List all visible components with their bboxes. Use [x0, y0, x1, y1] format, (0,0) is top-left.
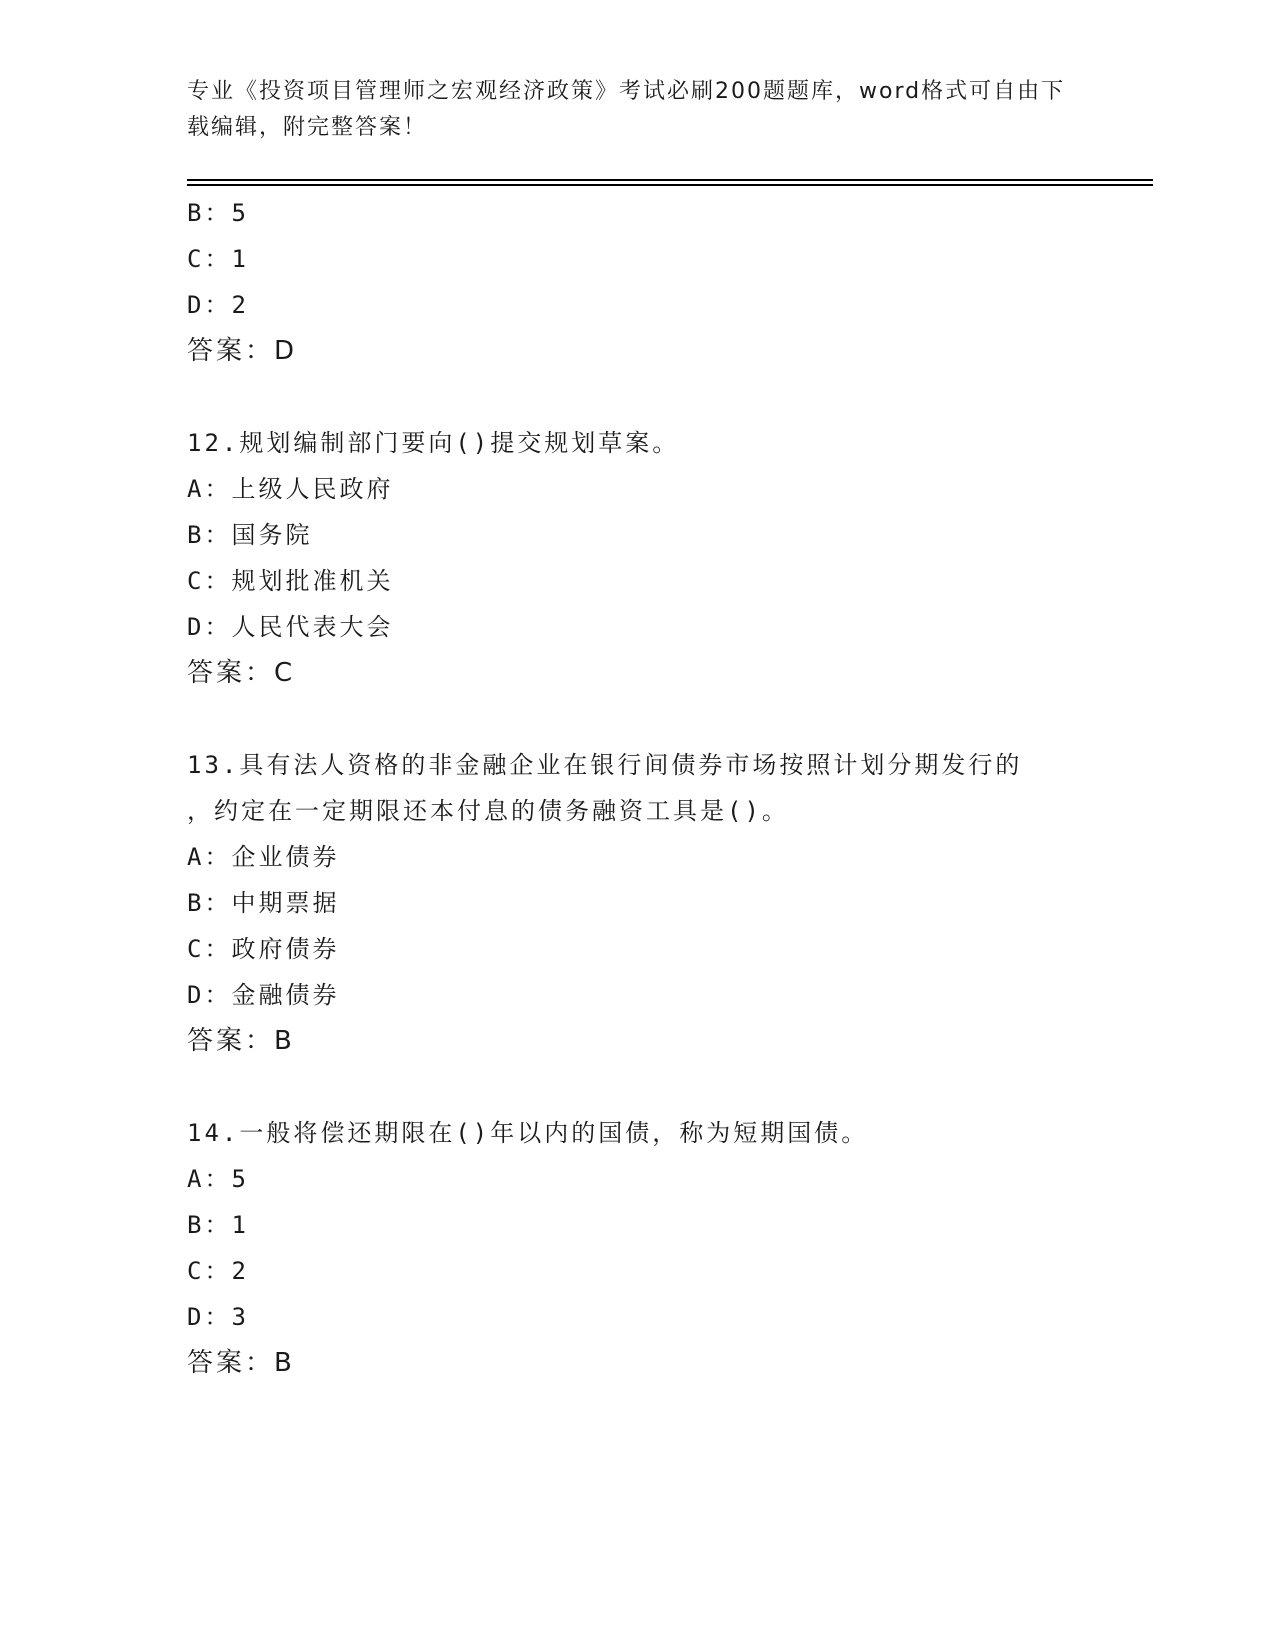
option-d: D：金融债券 — [187, 981, 340, 1009]
option-d: D：3 — [187, 1303, 249, 1331]
answer-label: 答案：B — [187, 1026, 295, 1056]
question-list — [187, 190, 1087, 1386]
document-header: 专业《投资项目管理师之宏观经济政策》考试必刷200题题库，word格式可自由下载编辑，附完整答案！ — [187, 79, 1066, 140]
header-divider-top — [187, 179, 1153, 181]
option-d: D：2 — [187, 291, 249, 319]
option-c: C：2 — [187, 1257, 249, 1285]
question-text: 12.规划编制部门要向()提交规划草案。 — [187, 429, 680, 457]
header-divider-bottom — [187, 184, 1153, 186]
answer-label: 答案：C — [187, 658, 296, 688]
spacer — [187, 696, 1087, 742]
question-13 — [187, 742, 1087, 1064]
question-text: 14.一般将偿还期限在()年以内的国债，称为短期国债。 — [187, 1119, 869, 1147]
option-a: A：5 — [187, 1165, 249, 1193]
option-b: B：国务院 — [187, 521, 313, 549]
spacer — [187, 374, 1087, 420]
option-c: C：政府债券 — [187, 935, 340, 963]
option-c: C：规划批准机关 — [187, 567, 394, 595]
question-text-line-2: ，约定在一定期限还本付息的债务融资工具是()。 — [187, 797, 789, 825]
question-14 — [187, 1110, 1087, 1386]
question-11-tail — [187, 190, 1087, 374]
option-d: D：人民代表大会 — [187, 613, 394, 641]
answer-label: 答案：B — [187, 1348, 295, 1378]
option-b: B：5 — [187, 199, 249, 227]
option-c: C：1 — [187, 245, 249, 273]
spacer — [187, 1064, 1087, 1110]
option-b: B：1 — [187, 1211, 249, 1239]
option-a: A：上级人民政府 — [187, 475, 394, 503]
question-12 — [187, 420, 1087, 696]
question-text-line-1: 13.具有法人资格的非金融企业在银行间债券市场按照计划分期发行的 — [187, 751, 1023, 779]
answer-label: 答案：D — [187, 336, 298, 366]
option-b: B：中期票据 — [187, 889, 340, 917]
option-a: A：企业债券 — [187, 843, 340, 871]
